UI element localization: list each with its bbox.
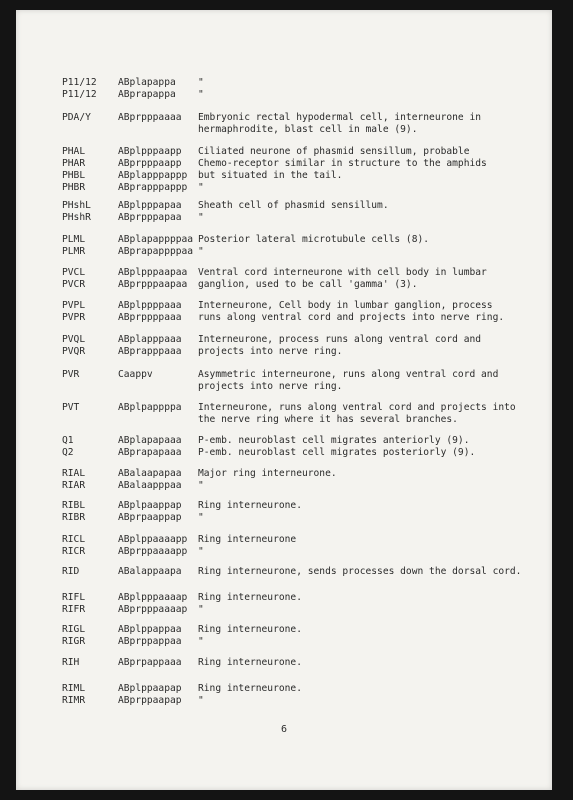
- cell-lineage: ABprpppaapp: [118, 158, 182, 169]
- cell-lineage: ABplapappppaa: [118, 234, 194, 245]
- cell-name: RICL: [62, 534, 86, 545]
- cell-lineage: ABplapppaaa: [118, 334, 182, 345]
- cell-lineage: ABprppppaaa: [118, 312, 182, 323]
- cell-lineage: Caappv: [118, 369, 153, 380]
- cell-names: [62, 200, 118, 224]
- cell-name: PVCR: [62, 279, 86, 290]
- cell-name: RIAL: [62, 468, 86, 479]
- cell-description-line: Sheath cell of phasmid sensillum.: [198, 200, 389, 211]
- cell-lineages: [118, 402, 202, 414]
- cell-lineage: ABprapppaaa: [118, 346, 182, 357]
- cell-lineages: [118, 77, 202, 101]
- cell-lineages: [118, 334, 202, 358]
- cell-name: PHAL: [62, 146, 86, 157]
- cell-description: [198, 200, 528, 224]
- cell-name: RICR: [62, 546, 86, 557]
- cell-lineage: ABprapappppaa: [118, 246, 194, 257]
- cell-description-line: ": [198, 636, 204, 647]
- cell-lineages: [118, 683, 202, 707]
- cell-name: PVQR: [62, 346, 86, 357]
- cell-lineage: ABplapapaaa: [118, 435, 182, 446]
- cell-name: PVR: [62, 369, 80, 380]
- cell-lineage: ABprppaaaapp: [118, 546, 188, 557]
- cell-name: PHAR: [62, 158, 86, 169]
- cell-name: PVCL: [62, 267, 86, 278]
- cell-names: [62, 234, 118, 258]
- cell-description: [198, 624, 528, 648]
- cell-name: PHBR: [62, 182, 86, 193]
- cell-name: Q2: [62, 447, 74, 458]
- cell-names: [62, 267, 118, 291]
- cell-lineage: ABprpppaaaa: [118, 112, 182, 123]
- cell-lineage: ABprppappaa: [118, 636, 182, 647]
- cell-names: [62, 624, 118, 648]
- cell-lineage: ABprppaapap: [118, 695, 182, 706]
- cell-lineage: ABplpppaaaap: [118, 592, 188, 603]
- cell-description-line: projects into nerve ring.: [198, 346, 343, 357]
- cell-description-line: Ring interneurone, sends processes down the dorsal cord.: [198, 566, 522, 577]
- cell-name: RIH: [62, 657, 80, 668]
- cell-name: RIBL: [62, 500, 86, 511]
- cell-description-line: Major ring interneurone.: [198, 468, 337, 479]
- cell-description: [198, 592, 528, 616]
- cell-names: [62, 77, 118, 101]
- cell-description-line: Embryonic rectal hypodermal cell, interneurone in: [198, 112, 482, 123]
- cell-lineages: [118, 500, 202, 524]
- cell-description-line: hermaphrodite, blast cell in male (9).: [198, 124, 418, 135]
- cell-names: [62, 112, 118, 124]
- cell-description-line: ": [198, 77, 204, 88]
- cell-lineage: ABplapppappp: [118, 170, 188, 181]
- cell-description-line: ": [198, 512, 204, 523]
- cell-names: [62, 566, 118, 578]
- cell-description: [198, 402, 528, 426]
- cell-name: PLMR: [62, 246, 86, 257]
- cell-description-line: ": [198, 604, 204, 615]
- cell-name: PDA/Y: [62, 112, 91, 123]
- cell-description-line: ": [198, 246, 204, 257]
- cell-description-line: the nerve ring where it has several branches.: [198, 414, 458, 425]
- cell-lineage: ABplpppaapp: [118, 146, 182, 157]
- cell-description-line: Ring interneurone.: [198, 500, 302, 511]
- cell-names: [62, 657, 118, 669]
- cell-description: [198, 468, 528, 492]
- cell-names: [62, 435, 118, 459]
- cell-description: [198, 657, 528, 669]
- cell-lineage: ABprpappaaa: [118, 657, 182, 668]
- cell-description: [198, 369, 528, 393]
- cell-description-line: Ring interneurone.: [198, 624, 302, 635]
- cell-names: [62, 468, 118, 492]
- cell-description-line: Ring interneurone.: [198, 657, 302, 668]
- cell-name: P11/12: [62, 77, 97, 88]
- cell-lineage: ABplapappa: [118, 77, 176, 88]
- cell-description-line: ": [198, 695, 204, 706]
- cell-lineage: ABprpppaaaap: [118, 604, 188, 615]
- cell-lineage: ABprpppaapaa: [118, 279, 188, 290]
- cell-names: [62, 500, 118, 524]
- cell-lineage: ABprpaappap: [118, 512, 182, 523]
- cell-lineage: ABalaapapaa: [118, 468, 182, 479]
- cell-description-line: but situated in the tail.: [198, 170, 343, 181]
- cell-lineages: [118, 657, 202, 669]
- cell-name: RIFR: [62, 604, 86, 615]
- cell-description-line: ": [198, 89, 204, 100]
- cell-description: [198, 683, 528, 707]
- cell-lineages: [118, 200, 202, 224]
- cell-description-line: Asymmetric interneurone, runs along ventral cord and: [198, 369, 499, 380]
- cell-name: PVT: [62, 402, 80, 413]
- cell-description-line: Ring interneurone: [198, 534, 297, 545]
- cell-lineages: [118, 592, 202, 616]
- cell-names: [62, 146, 118, 194]
- cell-name: PVPL: [62, 300, 86, 311]
- cell-lineage: ABplppaaaapp: [118, 534, 188, 545]
- cell-description: [198, 435, 528, 459]
- cell-name: Q1: [62, 435, 74, 446]
- cell-lineages: [118, 146, 202, 194]
- cell-name: RIML: [62, 683, 86, 694]
- cell-name: RIBR: [62, 512, 86, 523]
- cell-description-line: Interneurone, runs along ventral cord and projects into: [198, 402, 516, 413]
- cell-lineages: [118, 300, 202, 324]
- cell-description-line: Posterior lateral microtubule cells (8).: [198, 234, 430, 245]
- cell-names: [62, 369, 118, 381]
- cell-description: [198, 334, 528, 358]
- cell-names: [62, 402, 118, 414]
- cell-names: [62, 334, 118, 358]
- cell-lineages: [118, 435, 202, 459]
- cell-lineage: ABprapapaaa: [118, 447, 182, 458]
- cell-lineage: ABplppappaa: [118, 624, 182, 635]
- cell-name: RIGR: [62, 636, 86, 647]
- cell-description-line: ": [198, 546, 204, 557]
- cell-name: RID: [62, 566, 80, 577]
- cell-name: PVQL: [62, 334, 86, 345]
- cell-lineage: ABplpppapaa: [118, 200, 182, 211]
- cell-name: RIFL: [62, 592, 86, 603]
- document-page: [16, 10, 552, 790]
- cell-name: RIAR: [62, 480, 86, 491]
- cell-description-line: Interneurone, Cell body in lumbar ganglion, process: [198, 300, 493, 311]
- cell-names: [62, 592, 118, 616]
- cell-description-line: ": [198, 480, 204, 491]
- cell-lineages: [118, 534, 202, 558]
- page-number: 6: [280, 724, 288, 735]
- cell-name: RIMR: [62, 695, 86, 706]
- cell-names: [62, 534, 118, 558]
- cell-name: PHshL: [62, 200, 91, 211]
- cell-lineage: ABprpppapaa: [118, 212, 182, 223]
- cell-description-line: P-emb. neuroblast cell migrates anteriorly (9).: [198, 435, 470, 446]
- cell-description: [198, 112, 528, 136]
- cell-description: [198, 500, 528, 524]
- cell-lineage: ABplpappppa: [118, 402, 182, 413]
- cell-lineages: [118, 624, 202, 648]
- cell-description-line: ": [198, 212, 204, 223]
- cell-name: RIGL: [62, 624, 86, 635]
- cell-lineages: [118, 369, 202, 381]
- cell-description-line: Ring interneurone.: [198, 592, 302, 603]
- cell-description-line: runs along ventral cord and projects into nerve ring.: [198, 312, 505, 323]
- cell-name: P11/12: [62, 89, 97, 100]
- cell-description: [198, 267, 528, 291]
- cell-description-line: projects into nerve ring.: [198, 381, 343, 392]
- cell-description-line: Ring interneurone.: [198, 683, 302, 694]
- cell-name: PHshR: [62, 212, 91, 223]
- cell-lineages: [118, 566, 202, 578]
- cell-lineage: ABalappaapa: [118, 566, 182, 577]
- cell-lineage: ABplppaapap: [118, 683, 182, 694]
- cell-lineages: [118, 234, 202, 258]
- cell-description-line: Interneurone, process runs along ventral cord and: [198, 334, 482, 345]
- cell-description: [198, 300, 528, 324]
- cell-lineage: ABprapappa: [118, 89, 176, 100]
- cell-name: PVPR: [62, 312, 86, 323]
- cell-names: [62, 300, 118, 324]
- cell-names: [62, 683, 118, 707]
- cell-description: [198, 534, 528, 558]
- cell-description-line: Ciliated neurone of phasmid sensillum, probable: [198, 146, 470, 157]
- cell-description-line: ganglion, used to be call 'gamma' (3).: [198, 279, 418, 290]
- cell-description: [198, 77, 528, 101]
- cell-name: PLML: [62, 234, 86, 245]
- cell-description: [198, 146, 528, 194]
- cell-lineage: ABplpppaapaa: [118, 267, 188, 278]
- cell-lineage: ABalaapppaa: [118, 480, 182, 491]
- cell-description-line: P-emb. neuroblast cell migrates posteriorly (9).: [198, 447, 476, 458]
- cell-lineages: [118, 468, 202, 492]
- cell-description-line: Ventral cord interneurone with cell body in lumbar: [198, 267, 487, 278]
- cell-lineage: ABplpaappap: [118, 500, 182, 511]
- cell-description-line: Chemo-receptor similar in structure to the amphids: [198, 158, 487, 169]
- cell-name: PHBL: [62, 170, 86, 181]
- cell-lineage: ABprapppappp: [118, 182, 188, 193]
- cell-lineages: [118, 267, 202, 291]
- cell-lineages: [118, 112, 202, 124]
- cell-description: [198, 566, 528, 578]
- cell-description: [198, 234, 528, 258]
- cell-lineage: ABplppppaaa: [118, 300, 182, 311]
- cell-description-line: ": [198, 182, 204, 193]
